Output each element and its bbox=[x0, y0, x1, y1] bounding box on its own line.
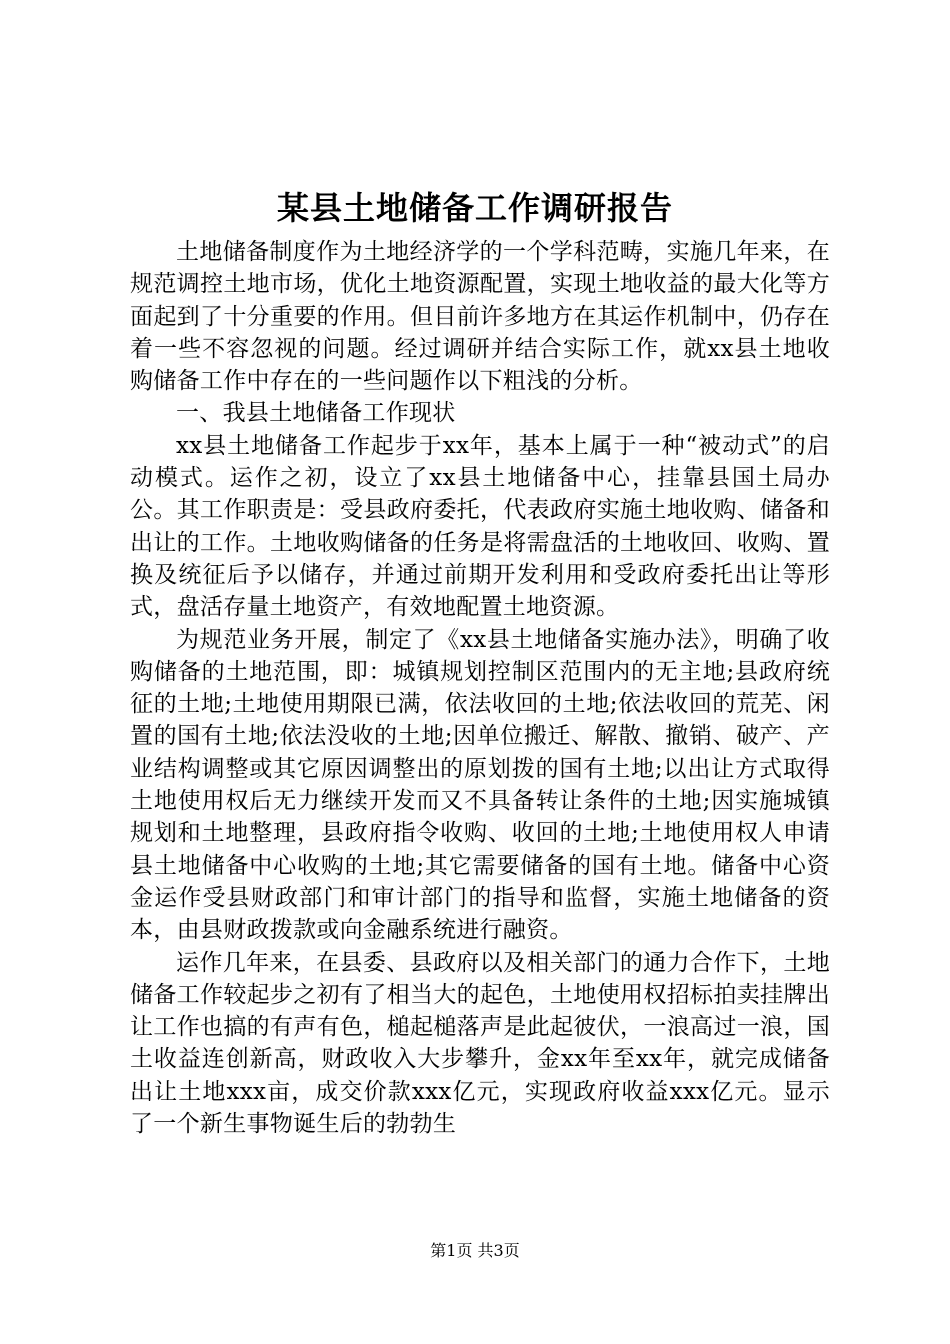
section-heading-current-status: 一、我县土地储备工作现状 bbox=[176, 400, 456, 427]
document-title: 某县土地储备工作调研报告 bbox=[276, 189, 673, 227]
paragraph-intro: 土地储备制度作为土地经济学的一个学科范畴，实施几年来，在规范调控土地市场，优化土地资源配置，实现土地收益的最大化等方面起到了十分重要的作用。但目前许多地方在其运作机制中，仍存在着一些不容忽视的问题。经过调研并结合实际工作，就xx县土地收购储备工作中存在的一些问题作以下粗浅的分析。 bbox=[130, 239, 830, 395]
paragraph-achievements: 运作几年来，在县委、县政府以及相关部门的通力合作下，土地储备工作较起步之初有了相当大的起色，土地使用权招标拍卖挂牌出让工作也搞的有声有色，槌起槌落声是此起彼伏，一浪高过一浪，国土收益连创新高，财政收入大步攀升，金xx年至xx年，就完成储备出让土地xxx亩，成交价款xxx亿元，实现政府收益xxx亿元。显示了一个新生事物诞生后的勃勃生 bbox=[130, 949, 830, 1138]
paragraph-background: xx县土地储备工作起步于xx年，基本上属于一种“被动式”的启动模式。运作之初，设立了xx县土地储备中心，挂靠县国土局办公。其工作职责是：受县政府委托，代表政府实施土地收购、储备和出让的工作。土地收购储备的任务是将需盘活的土地收回、收购、置换及统征后予以储存，并通过前期开发利用和受政府委托出让等形式，盘活存量土地资产，有效地配置土地资源。 bbox=[130, 432, 830, 621]
page-number-footer: 第1页 共3页 bbox=[430, 1241, 520, 1260]
document-body bbox=[130, 236, 830, 1140]
paragraph-regulations: 为规范业务开展，制定了《xx县土地储备实施办法》，明确了收购储备的土地范围，即：城镇规划控制区范围内的无主地;县政府统征的土地;土地使用期限已满，依法收回的土地;依法收回的荒芜、闲置的国有土地;依法没收的土地;因单位搬迁、解散、撤销、破产、产业结构调整或其它原因调整出的原划拨的国有土地;以出让方式取得土地使用权后无力继续开发而又不具备转让条件的土地;因实施城镇规划和土地整理，县政府指令收购、收回的土地;土地使用权人申请县土地储备中心收购的土地;其它需要储备的国有土地。储备中心资金运作受县财政部门和审计部门的指导和监督，实施土地储备的资本，由县财政拨款或向金融系统进行融资。 bbox=[130, 626, 830, 944]
